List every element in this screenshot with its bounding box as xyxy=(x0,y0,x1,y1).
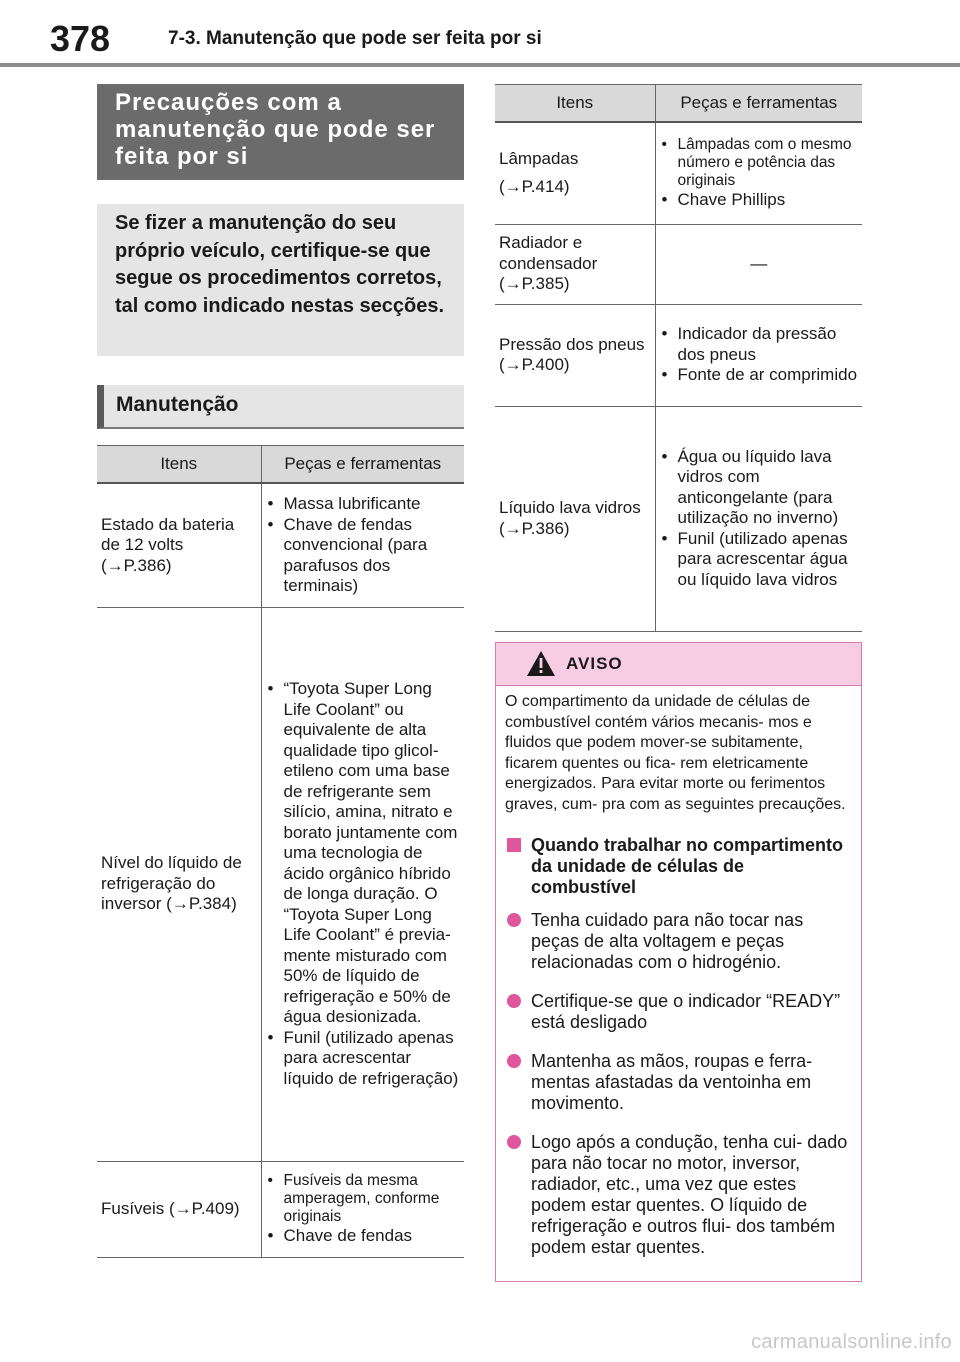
item-cell: Fusíveis (→P.409) xyxy=(97,1161,261,1257)
tool-item: • Indicador da pressão dos pneus xyxy=(660,324,859,365)
item-cell: Nível do líquido de refrigeração do inversor (→P.384) xyxy=(97,607,261,1161)
maintenance-table-right xyxy=(495,84,862,632)
tools-cell: — xyxy=(655,224,862,304)
warning-item-text: Mantenha as mãos, roupas e ferra- mentas afastadas da ventoinha em movimento. xyxy=(531,1051,813,1113)
table-row xyxy=(495,224,862,304)
column-header-tools: Peças e ferramentas xyxy=(655,85,862,123)
table-row xyxy=(97,483,464,607)
dot-bullet-icon xyxy=(507,1135,521,1149)
dot-bullet-icon xyxy=(507,994,521,1008)
warning-subheading-text: Quando trabalhar no compartimento da unidade de células de combustível xyxy=(531,835,844,897)
warning-item xyxy=(505,1051,852,1114)
warning-item xyxy=(505,910,852,973)
tool-item: • Fusíveis da mesma amperagem, conforme originais xyxy=(266,1172,461,1226)
warning-box xyxy=(495,642,862,1282)
tool-item: • Fonte de ar comprimido xyxy=(660,365,859,386)
warning-title: AVISO xyxy=(566,654,623,673)
item-reference: (→P.414) xyxy=(499,177,570,197)
page-header xyxy=(0,0,960,70)
warning-item-text: Certifique-se que o indicador “READY” está desligado xyxy=(531,991,841,1032)
tool-item: • Massa lubrificante xyxy=(266,494,461,515)
precautions-title: Precauções com a manutenção que pode ser feita por si xyxy=(97,84,464,180)
item-name: Lâmpadas xyxy=(499,148,579,168)
item-cell xyxy=(495,122,655,224)
tools-cell xyxy=(655,406,862,631)
warning-body xyxy=(496,686,861,1258)
warning-item-text: Logo após a condução, tenha cui- dado para não tocar no motor, inversor, radiador, etc., uma vez que estes podem estar quentes. O líquido de refrigeração e outros flui- dos também podem estar quentes. xyxy=(531,1132,848,1257)
column-header-items: Itens xyxy=(495,85,655,123)
watermark: carmanualsonline.info xyxy=(751,1331,952,1353)
tools-cell xyxy=(261,1161,464,1257)
chapter-title: 7-3. Manutenção que pode ser feita por si xyxy=(168,28,542,49)
header-divider xyxy=(0,63,960,67)
tools-cell xyxy=(655,122,862,224)
item-cell: Pressão dos pneus (→P.400) xyxy=(495,304,655,406)
dot-bullet-icon xyxy=(507,1054,521,1068)
column-header-items: Itens xyxy=(97,446,261,484)
item-cell: Estado da bateria de 12 volts (→P.386) xyxy=(97,483,261,607)
warning-intro: O compartimento da unidade de células de combustível contém vários mecanis- mos e fluidos que podem mover-se subitamente, ficarem quentes ou fica- rem eletricamente energizados. Para evitar morte ou ferimentos graves, cum- pra com as seguintes precauções. xyxy=(505,693,846,813)
table-row xyxy=(495,122,862,224)
warning-header xyxy=(496,643,861,686)
tool-item: • Lâmpadas com o mesmo número e potência das originais xyxy=(660,136,859,190)
warning-item-text: Tenha cuidado para não tocar nas peças de alta voltagem e peças relacionadas com o hidrogénio. xyxy=(531,910,804,972)
tool-item: • Funil (utilizado apenas para acrescentar líquido de refrigeração) xyxy=(266,1028,461,1090)
precautions-intro: Se fizer a manutenção do seu próprio veículo, certifique-se que segue os procedimentos corretos, tal como indicado nestas secções. xyxy=(97,204,464,356)
item-cell: Radiador e condensador (→P.385) xyxy=(495,224,655,304)
tools-cell xyxy=(261,607,464,1161)
warning-subheading xyxy=(505,835,852,898)
table-row xyxy=(97,607,464,1161)
tools-cell xyxy=(261,483,464,607)
table-row xyxy=(97,1161,464,1257)
table-row xyxy=(495,406,862,631)
tool-item: • “Toyota Super Long Life Coolant” ou equivalente de alta qualidade tipo glicol-etileno com uma base de refrigerante sem silício, amina, nitrato e borato juntamente com uma tecnologia de ácido orgânico híbrido de longa duração. O “Toyota Super Long Life Coolant” é previa- mente misturado com 50% de líquido de refrigeração e 50% de água desionizada. xyxy=(266,679,461,1028)
maintenance-table-left xyxy=(97,445,464,1258)
warning-item xyxy=(505,991,852,1033)
table-row xyxy=(495,304,862,406)
column-header-tools: Peças e ferramentas xyxy=(261,446,464,484)
tool-item: • Chave de fendas convencional (para parafusos dos terminais) xyxy=(266,515,461,597)
tool-item: • Funil (utilizado apenas para acrescentar água ou líquido lava vidros xyxy=(660,529,859,591)
maintenance-heading: Manutenção xyxy=(97,385,464,429)
tool-item: • Chave Phillips xyxy=(660,190,859,211)
item-cell: Líquido lava vidros (→P.386) xyxy=(495,406,655,631)
tool-item: • Chave de fendas xyxy=(266,1226,461,1247)
dot-bullet-icon xyxy=(507,913,521,927)
tool-item: • Água ou líquido lava vidros com anticongelante (para utilização no inverno) xyxy=(660,447,859,529)
warning-triangle-icon xyxy=(526,650,556,677)
page-number: 378 xyxy=(50,18,111,59)
square-bullet-icon xyxy=(507,838,521,852)
warning-item xyxy=(505,1132,852,1258)
tools-cell xyxy=(655,304,862,406)
